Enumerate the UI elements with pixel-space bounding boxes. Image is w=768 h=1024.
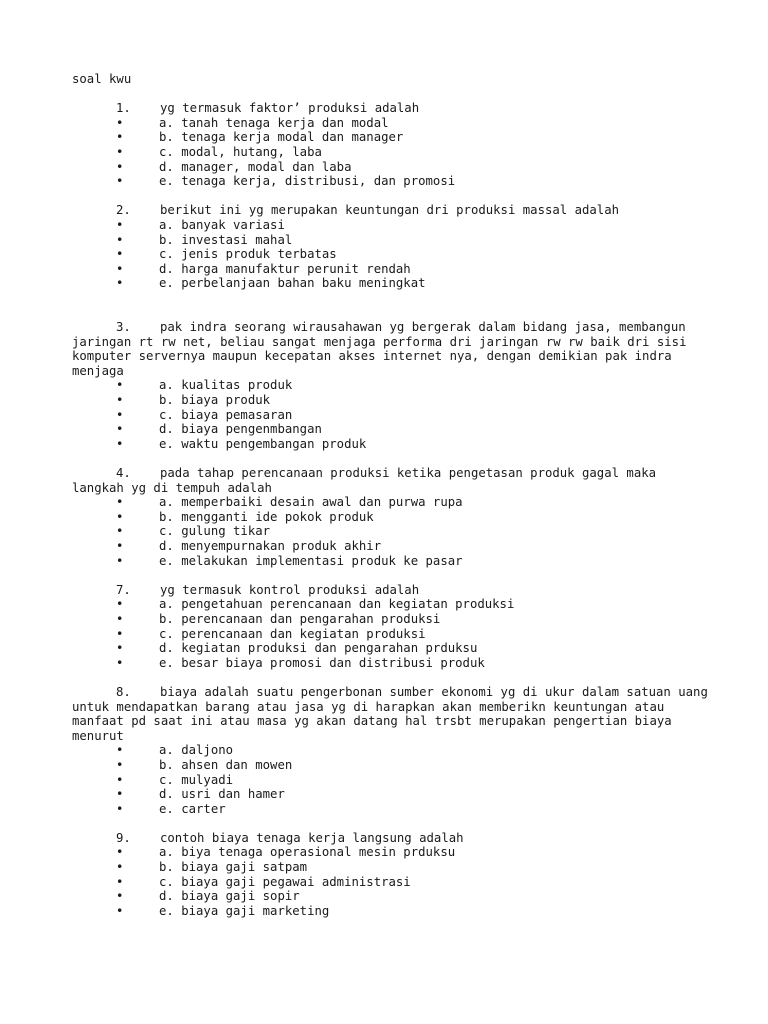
option-text: a. memperbaiki desain awal dan purwa rupa — [159, 495, 463, 510]
option-text: d. biaya pengenmbangan — [159, 422, 322, 437]
question-text: pada tahap perencanaan produksi ketika pengetasan produk gagal maka langkah yg di tempuh adalah — [72, 466, 657, 495]
option-text: e. carter — [159, 801, 226, 816]
question-text: berikut ini yg merupakan keuntungan dri produksi massal adalah — [160, 203, 620, 218]
question-1 — [72, 101, 712, 189]
bullet-icon: • — [116, 174, 124, 189]
question-text: biaya adalah suatu pengerbonan sumber ekonomi yg di ukur dalam satuan uang untuk mendapatkan barang atau jasa yg di harapkan akan memberikn keuntungan atau manfaat pd saat ini atau masa yg akan datang hal trsbt merupakan pengertian biaya menurut — [72, 684, 708, 743]
bullet-icon: • — [116, 845, 124, 860]
question-number: 1. — [116, 101, 131, 116]
question-stem — [72, 831, 712, 846]
option-text: d. manager, modal dan laba — [159, 159, 352, 174]
answer-option — [72, 524, 712, 539]
bullet-icon: • — [116, 655, 124, 670]
bullet-icon: • — [116, 261, 124, 276]
answer-option — [72, 802, 712, 817]
answer-option — [72, 656, 712, 671]
option-text: c. gulung tikar — [159, 524, 271, 539]
bullet-icon: • — [116, 393, 124, 408]
answer-option — [72, 845, 712, 860]
answer-option — [72, 233, 712, 248]
option-text: c. perencanaan dan kegiatan produksi — [159, 626, 426, 641]
answer-option — [72, 758, 712, 773]
bullet-icon: • — [116, 539, 124, 553]
option-text: a. tanah tenaga kerja dan modal — [159, 115, 389, 130]
bullet-icon: • — [116, 509, 124, 524]
question-stem — [72, 101, 712, 116]
bullet-icon: • — [116, 641, 124, 656]
bullet-icon: • — [116, 611, 124, 626]
option-text: a. banyak variasi — [159, 217, 285, 232]
question-text: yg termasuk kontrol produksi adalah — [160, 582, 420, 597]
answer-option — [72, 597, 712, 612]
answer-option — [72, 393, 712, 408]
question-stem — [72, 203, 712, 218]
answer-option — [72, 160, 712, 175]
answer-option — [72, 904, 712, 919]
bullet-icon: • — [116, 772, 124, 787]
answer-option — [72, 510, 712, 525]
bullet-icon: • — [116, 247, 124, 262]
answer-option — [72, 437, 712, 452]
question-number: 2. — [116, 203, 131, 218]
option-text: e. biaya gaji marketing — [159, 903, 330, 918]
bullet-icon: • — [116, 436, 124, 451]
option-text: a. pengetahuan perencanaan dan kegiatan produksi — [159, 597, 515, 612]
answer-option — [72, 743, 712, 758]
option-text: d. biaya gaji sopir — [159, 889, 300, 904]
question-stem — [72, 583, 712, 598]
answer-option — [72, 378, 712, 393]
bullet-icon: • — [116, 422, 124, 437]
question-3 — [72, 320, 712, 451]
option-text: c. biaya pemasaran — [159, 407, 293, 422]
question-number: 7. — [116, 582, 131, 597]
option-text: b. biaya gaji satpam — [159, 860, 308, 875]
option-text: e. besar biaya promosi dan distribusi produk — [159, 655, 485, 670]
option-text: a. biya tenaga operasional mesin prduksu — [159, 845, 456, 860]
answer-option — [72, 787, 712, 802]
option-text: e. melakukan implementasi produk ke pasar — [159, 553, 463, 568]
question-number: 8. — [116, 684, 131, 699]
answer-option — [72, 276, 712, 291]
option-text: b. mengganti ide pokok produk — [159, 509, 374, 524]
option-text: b. perencanaan dan pengarahan produksi — [159, 611, 441, 626]
option-text: b. investasi mahal — [159, 232, 293, 247]
question-number: 3. — [116, 320, 131, 335]
bullet-icon: • — [116, 903, 124, 918]
option-text: a. daljono — [159, 743, 234, 758]
document-title: soal kwu — [72, 72, 132, 86]
option-text: d. harga manufaktur perunit rendah — [159, 261, 411, 276]
answer-option — [72, 860, 712, 875]
bullet-icon: • — [116, 860, 124, 875]
answer-option — [72, 875, 712, 890]
question-stem — [72, 685, 712, 743]
answer-option — [72, 539, 712, 554]
option-text: e. waktu pengembangan produk — [159, 436, 367, 451]
bullet-icon: • — [116, 159, 124, 174]
answer-option — [72, 174, 712, 189]
answer-option — [72, 627, 712, 642]
answer-option — [72, 116, 712, 131]
answer-option — [72, 422, 712, 437]
bullet-icon: • — [116, 597, 124, 612]
answer-option — [72, 641, 712, 656]
option-text: e. tenaga kerja, distribusi, dan promosi — [159, 174, 456, 189]
answer-option — [72, 247, 712, 262]
bullet-icon: • — [116, 144, 124, 159]
answer-option — [72, 145, 712, 160]
question-text: pak indra seorang wirausahawan yg bergerak dalam bidang jasa, membangun jaringan rt rw net, beliau sangat menjaga performa dri jaringan rw rw baik dri sisi komputer servernya maupun kecepatan akses internet nya, dengan demikian pak indra menjaga — [72, 320, 687, 378]
option-text: d. kegiatan produksi dan pengarahan prduksu — [159, 641, 478, 656]
bullet-icon: • — [116, 407, 124, 422]
bullet-icon: • — [116, 524, 124, 539]
bullet-icon: • — [116, 787, 124, 802]
answer-option — [72, 130, 712, 145]
bullet-icon: • — [116, 743, 124, 758]
option-text: e. perbelanjaan bahan baku meningkat — [159, 276, 426, 291]
question-2 — [72, 203, 712, 291]
option-text: c. jenis produk terbatas — [159, 247, 337, 262]
answer-option — [72, 495, 712, 510]
document-page — [72, 72, 712, 933]
option-text: b. biaya produk — [159, 393, 271, 408]
option-text: d. usri dan hamer — [159, 787, 285, 802]
question-number: 9. — [116, 830, 131, 845]
option-text: b. tenaga kerja modal dan manager — [159, 130, 404, 145]
option-text: b. ahsen dan mowen — [159, 757, 293, 772]
answer-option — [72, 889, 712, 904]
option-text: d. menyempurnakan produk akhir — [159, 539, 382, 553]
bullet-icon: • — [116, 115, 124, 130]
option-text: c. modal, hutang, laba — [159, 144, 322, 159]
answer-option — [72, 262, 712, 277]
question-stem — [72, 466, 712, 495]
question-stem — [72, 320, 712, 378]
answer-option — [72, 554, 712, 569]
question-text: yg termasuk faktor’ produksi adalah — [160, 101, 420, 116]
option-text: c. biaya gaji pegawai administrasi — [159, 874, 411, 889]
question-9 — [72, 831, 712, 919]
bullet-icon: • — [116, 874, 124, 889]
option-text: c. mulyadi — [159, 772, 234, 787]
bullet-icon: • — [116, 378, 124, 393]
answer-option — [72, 408, 712, 423]
bullet-icon: • — [116, 801, 124, 816]
answer-option — [72, 773, 712, 788]
bullet-icon: • — [116, 130, 124, 145]
bullet-icon: • — [116, 553, 124, 568]
bullet-icon: • — [116, 276, 124, 291]
question-4 — [72, 466, 712, 568]
option-text: a. kualitas produk — [159, 378, 293, 393]
answer-option — [72, 612, 712, 627]
bullet-icon: • — [116, 626, 124, 641]
bullet-icon: • — [116, 757, 124, 772]
bullet-icon: • — [116, 217, 124, 232]
answer-option — [72, 218, 712, 233]
question-7 — [72, 583, 712, 671]
bullet-icon: • — [116, 495, 124, 510]
bullet-icon: • — [116, 232, 124, 247]
bullet-icon: • — [116, 889, 124, 904]
question-number: 4. — [116, 466, 131, 481]
question-text: contoh biaya tenaga kerja langsung adalah — [160, 830, 464, 845]
question-8 — [72, 685, 712, 816]
